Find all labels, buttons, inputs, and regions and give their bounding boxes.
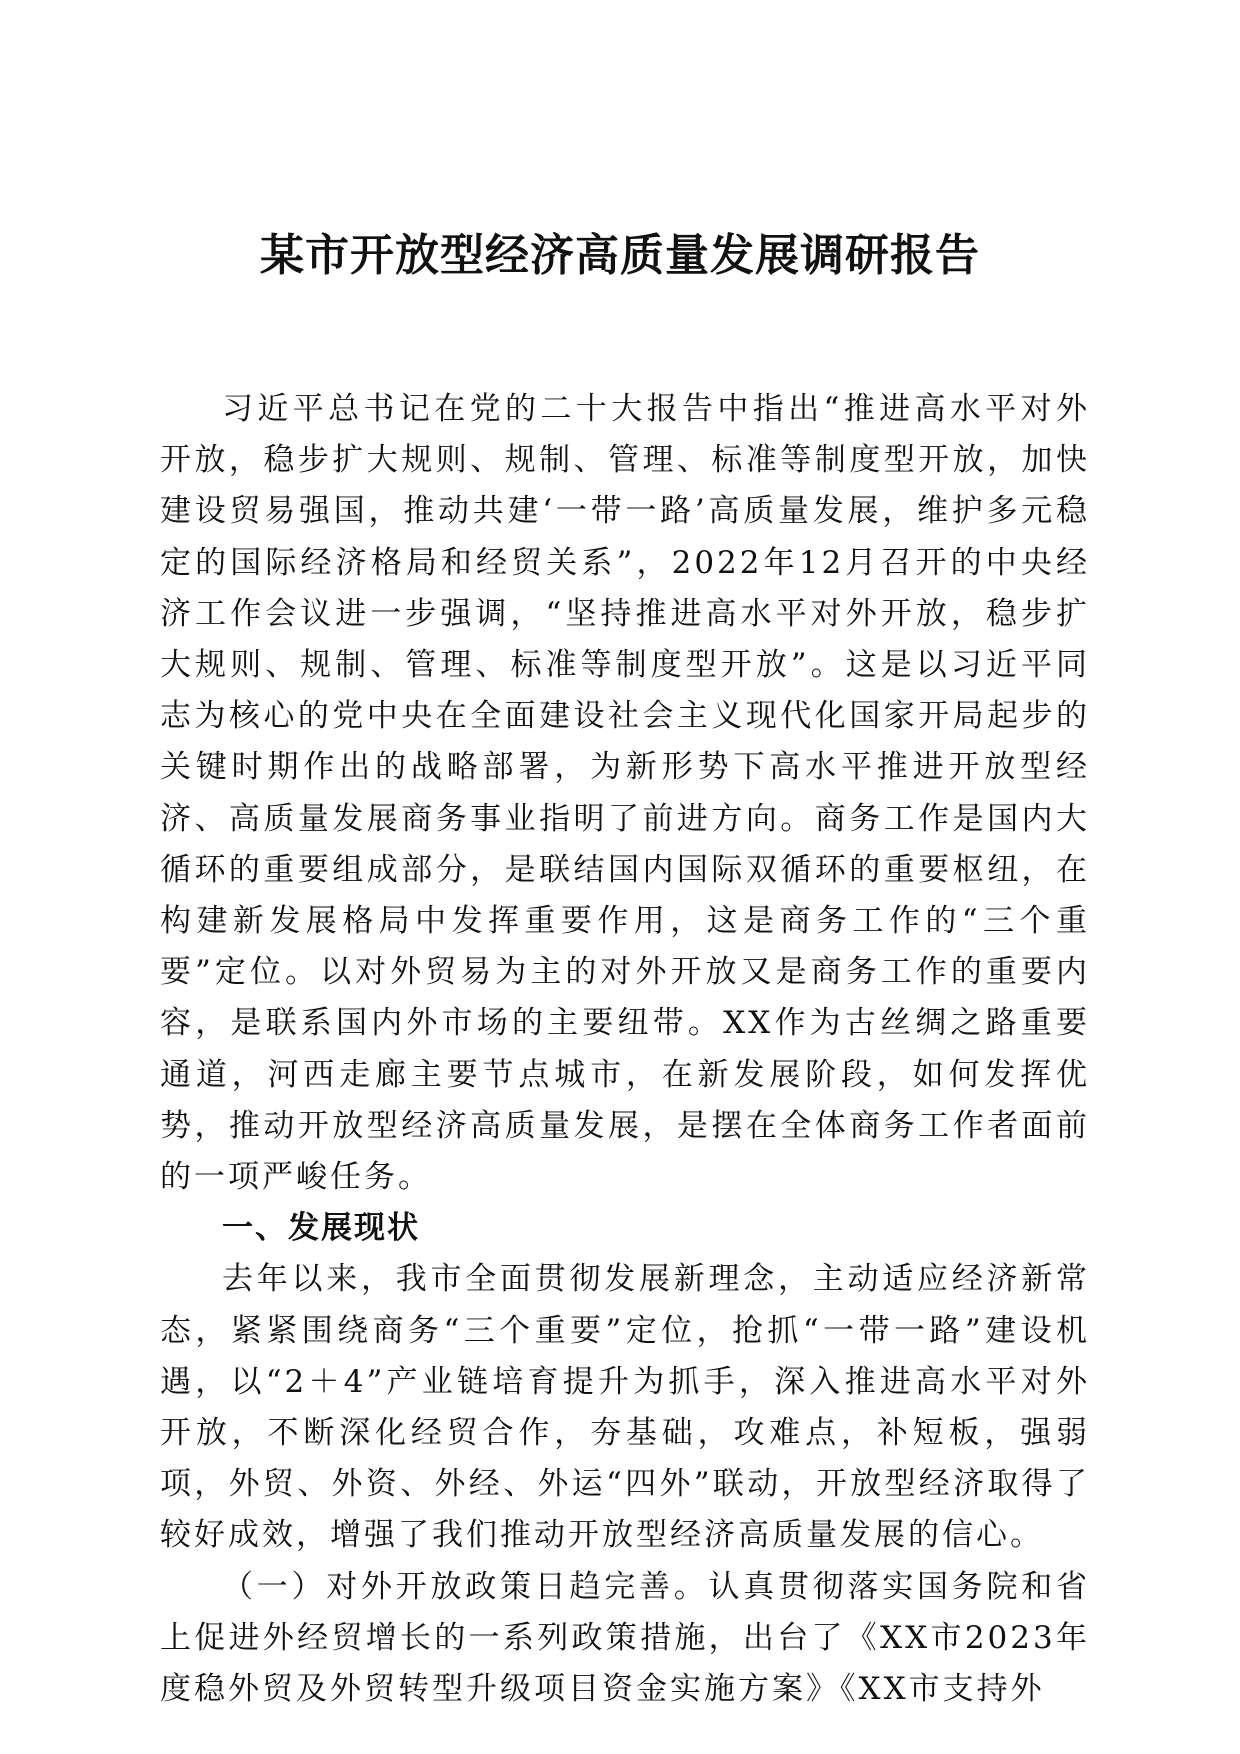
document-title: 某市开放型经济高质量发展调研报告 xyxy=(260,230,980,281)
section-paragraph: 去年以来，我市全面贯彻发展新理念，主动适应经济新常态，紧紧围绕商务“三个重要”定位，抢抓“一带一路”建设机遇，以“2＋4”产业链培育提升为抓手，深入推进高水平对外开放，不断深化经贸合作，夯基础，攻难点，补短板，强弱项，外贸、外资、外经、外运“四外”联动，开放型经济取得了较好成效，增强了我们推动开放型经济高质量发展的信心。 xyxy=(160,1261,1090,1554)
subsection-paragraph: （一）对外开放政策日趋完善。认真贯彻落实国务院和省上促进外经贸增长的一系列政策措施，出台了《XX市2023年度稳外贸及外贸转型升级项目资金实施方案》《XX市支持外 xyxy=(160,1568,1090,1708)
intro-paragraph: 习近平总书记在党的二十大报告中指出“推进高水平对外开放，稳步扩大规则、规制、管理、标准等制度型开放，加快建设贸易强国，推动共建‘一带一路’高质量发展，维护多元稳定的国际经济格局和经贸关系”，2022年12月召开的中央经济工作会议进一步强调，“坚持推进高水平对外开放，稳步扩大规则、规制、管理、标准等制度型开放”。这是以习近平同志为核心的党中央在全面建设社会主义现代化国家开局起步的关键时期作出的战略部署，为新形势下高水平推进开放型经济、高质量发展商务事业指明了前进方向。商务工作是国内大循环的重要组成部分，是联结国内国际双循环的重要枢纽，在构建新发展格局中发挥重要作用，这是商务工作的“三个重要”定位。以对外贸易为主的对外开放又是商务工作的重要内容，是联系国内外市场的主要纽带。XX作为古丝绸之路重要通道，河西走廊主要节点城市，在新发展阶段，如何发挥优势，推动开放型经济高质量发展，是摆在全体商务工作者面前的一项严峻任务。 xyxy=(160,391,1090,1196)
document-body xyxy=(160,384,1090,1715)
section-heading: 一、发展现状 xyxy=(222,1210,420,1247)
